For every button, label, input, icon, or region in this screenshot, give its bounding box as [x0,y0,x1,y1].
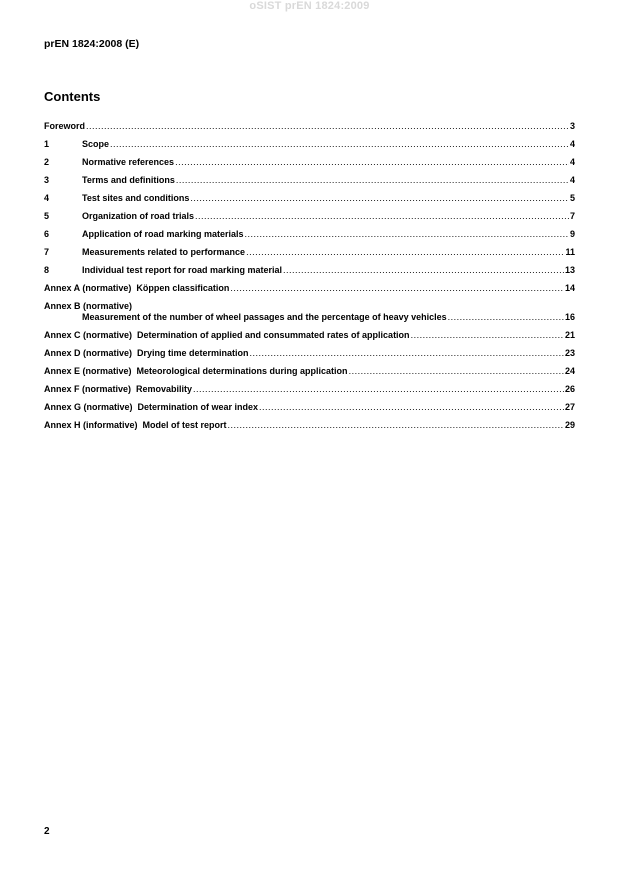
watermark: oSIST prEN 1824:2009 [249,0,370,12]
toc-entry-label: Model of test report [142,420,227,430]
toc-entry-page: 7 [569,211,575,221]
dot-leader [175,157,569,168]
toc-entry-page: 4 [569,175,575,185]
toc-entry-annex-b[interactable] [44,301,575,323]
table-of-contents [44,121,575,438]
toc-entry-page: 27 [564,402,575,412]
toc-entry-page: 26 [564,384,575,394]
toc-entry-page: 3 [569,121,575,131]
dot-leader [195,211,569,222]
toc-entry-foreword[interactable] [44,121,575,132]
annex-prefix: Annex C (normative) [44,330,133,340]
toc-entry-page: 16 [564,312,575,322]
dot-leader [246,247,564,258]
dot-leader [349,366,564,377]
annex-prefix: Annex H (informative) [44,420,138,430]
toc-entry-5[interactable] [44,211,575,222]
toc-entry-page: 21 [564,330,575,340]
toc-entry-label: Application of road marking materials [82,229,244,239]
dot-leader [193,384,564,395]
toc-entry-page: 11 [565,247,575,257]
toc-entry-label: Normative references [82,157,175,167]
toc-entry-label: Individual test report for road marking material [82,265,283,275]
toc-entry-number: 7 [44,247,50,257]
toc-entry-label: Removability [136,384,193,394]
dot-leader [176,175,569,186]
toc-entry-page: 14 [564,283,575,293]
toc-entry-7[interactable] [44,247,575,258]
dot-leader [283,265,564,276]
annex-prefix: Annex B (normative) [44,301,133,311]
toc-entry-page: 9 [569,229,575,239]
dot-leader [230,283,564,294]
toc-entry-annex-h[interactable] [44,420,575,431]
toc-entry-page: 4 [569,139,575,149]
annex-prefix: Annex E (normative) [44,366,132,376]
toc-entry-page: 24 [564,366,575,376]
annex-prefix: Annex F (normative) [44,384,132,394]
toc-entry-page: 5 [569,193,575,203]
toc-entry-label: Determination of wear index [137,402,259,412]
toc-entry-3[interactable] [44,175,575,186]
dot-leader [259,402,564,413]
toc-entry-annex-d[interactable] [44,348,575,359]
document-id: prEN 1824:2008 (E) [44,38,140,50]
toc-entry-number: 3 [44,175,50,185]
toc-entry-number: 6 [44,229,50,239]
toc-entry-number: 4 [44,193,50,203]
toc-entry-label: Foreword [44,121,86,131]
dot-leader [448,312,564,323]
toc-entry-label: Measurements related to performance [82,247,246,257]
dot-leader [228,420,564,431]
toc-entry-annex-a[interactable] [44,283,575,294]
page-number: 2 [44,826,50,837]
toc-entry-annex-f[interactable] [44,384,575,395]
toc-entry-label: Scope [82,139,110,149]
dot-leader [110,139,569,150]
dot-leader [86,121,569,132]
annex-prefix: Annex A (normative) [44,283,132,293]
dot-leader [250,348,564,359]
annex-prefix: Annex D (normative) [44,348,133,358]
contents-heading: Contents [44,89,101,104]
toc-entry-page: 13 [564,265,575,275]
toc-entry-label: Meteorological determinations during application [136,366,348,376]
toc-entry-label: Determination of applied and consummated rates of application [137,330,410,340]
toc-entry-page: 4 [569,157,575,167]
toc-entry-label: Measurement of the number of wheel passages and the percentage of heavy vehicles [82,312,447,322]
toc-entry-annex-c[interactable] [44,330,575,341]
toc-entry-number: 2 [44,157,50,167]
toc-entry-label: Köppen classification [136,283,230,293]
toc-entry-label: Organization of road trials [82,211,195,221]
toc-entry-4[interactable] [44,193,575,204]
toc-entry-label: Test sites and conditions [82,193,190,203]
dot-leader [245,229,569,240]
toc-entry-number: 5 [44,211,50,221]
toc-entry-8[interactable] [44,265,575,276]
dot-leader [190,193,569,204]
toc-entry-number: 8 [44,265,50,275]
toc-entry-page: 23 [564,348,575,358]
toc-entry-annex-e[interactable] [44,366,575,377]
toc-entry-label: Drying time determination [137,348,249,358]
toc-entry-2[interactable] [44,157,575,168]
dot-leader [411,330,564,341]
toc-entry-annex-g[interactable] [44,402,575,413]
toc-entry-number: 1 [44,139,50,149]
toc-entry-label: Terms and definitions [82,175,175,185]
toc-entry-page: 29 [564,420,575,430]
toc-entry-1[interactable] [44,139,575,150]
annex-prefix: Annex G (normative) [44,402,133,412]
toc-entry-6[interactable] [44,229,575,240]
